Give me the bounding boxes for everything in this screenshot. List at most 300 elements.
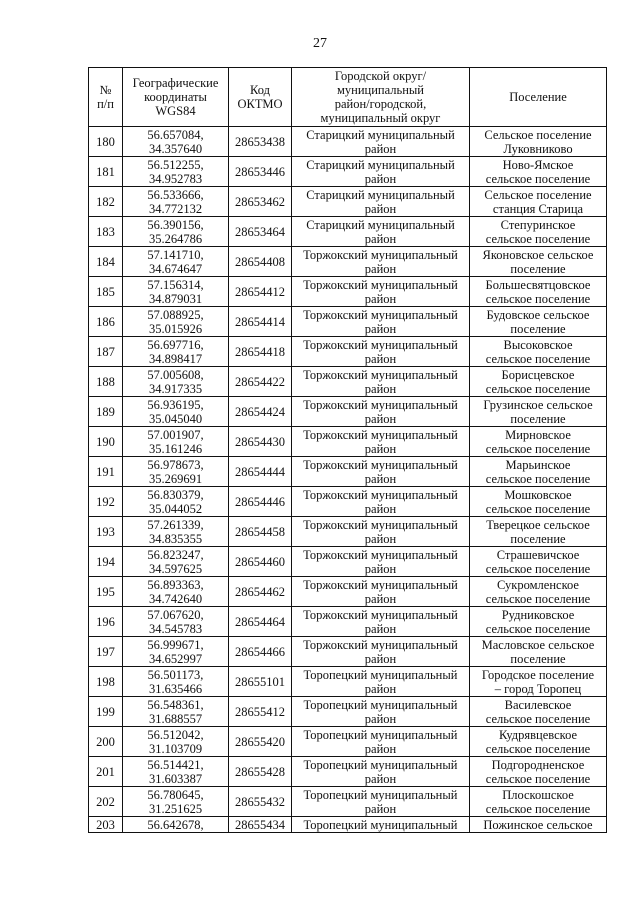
cell-line: район xyxy=(364,621,397,636)
cell-line: сельское поселение xyxy=(485,441,591,456)
cell-line: 57.067620, xyxy=(147,607,204,622)
row-number-cell: 186 xyxy=(89,307,123,337)
cell-line: Старицкий муниципальный xyxy=(306,217,455,232)
cell-line: 34.898417 xyxy=(148,351,203,366)
district-cell xyxy=(292,547,470,577)
cell-line: Степуринское xyxy=(500,217,576,232)
row-number-cell: 181 xyxy=(89,157,123,187)
header-line: п/п xyxy=(97,97,114,111)
oktmo-cell: 28654430 xyxy=(229,427,292,457)
cell-line: район xyxy=(364,441,397,456)
cell-line: сельское поселение xyxy=(485,351,591,366)
oktmo-cell: 28655428 xyxy=(229,757,292,787)
district-cell xyxy=(292,157,470,187)
cell-line: 56.823247, xyxy=(147,547,204,562)
cell-line: 56.512255, xyxy=(147,157,204,172)
cell-line: сельское поселение xyxy=(485,801,591,816)
cell-line: Торжокский муниципальный xyxy=(303,517,458,532)
coordinates-cell xyxy=(123,427,229,457)
cell-line: Торжокский муниципальный xyxy=(303,607,458,622)
cell-line: район xyxy=(364,171,397,186)
cell-line: сельское поселение xyxy=(485,171,591,186)
coordinates-cell xyxy=(123,367,229,397)
cell-line: 34.357640 xyxy=(148,141,203,156)
header-line: координаты xyxy=(144,90,207,104)
settlement-cell xyxy=(470,247,607,277)
oktmo-cell: 28654466 xyxy=(229,637,292,667)
cell-line: район xyxy=(364,321,397,336)
oktmo-cell: 28653464 xyxy=(229,217,292,247)
cell-line: Торжокский муниципальный xyxy=(303,637,458,652)
cell-line: Торжокский муниципальный xyxy=(303,397,458,412)
cell-line: район xyxy=(364,651,397,666)
cell-line: Тверецкое сельское xyxy=(486,517,590,532)
row-number-cell: 187 xyxy=(89,337,123,367)
cell-line: Торжокский муниципальный xyxy=(303,547,458,562)
row-number-cell: 199 xyxy=(89,697,123,727)
row-number-cell: 191 xyxy=(89,457,123,487)
cell-line: Старицкий муниципальный xyxy=(306,187,455,202)
table-row xyxy=(89,337,607,367)
coordinates-cell xyxy=(123,487,229,517)
table-row xyxy=(89,367,607,397)
row-number-cell: 185 xyxy=(89,277,123,307)
settlement-cell xyxy=(470,187,607,217)
oktmo-cell: 28653438 xyxy=(229,127,292,157)
cell-line: 34.742640 xyxy=(148,591,203,606)
cell-line: 57.005608, xyxy=(147,367,204,382)
cell-line: 34.879031 xyxy=(148,291,203,306)
table-body xyxy=(89,127,607,833)
cell-line: 56.501173, xyxy=(147,667,204,682)
row-number-cell: 188 xyxy=(89,367,123,397)
cell-line: 34.835355 xyxy=(148,531,203,546)
cell-line: 56.780645, xyxy=(147,787,204,802)
settlement-cell xyxy=(470,727,607,757)
table-header-row xyxy=(89,68,607,127)
district-cell xyxy=(292,727,470,757)
coordinates-cell xyxy=(123,757,229,787)
cell-line: 56.978673, xyxy=(147,457,204,472)
settlement-cell xyxy=(470,337,607,367)
cell-line: Мошковское xyxy=(504,487,572,502)
settlement-cell xyxy=(470,817,607,833)
table-row xyxy=(89,517,607,547)
cell-line: Старицкий муниципальный xyxy=(306,127,455,142)
cell-line: Старицкий муниципальный xyxy=(306,157,455,172)
cell-line: район xyxy=(364,741,397,756)
cell-line: район xyxy=(364,231,397,246)
coordinates-cell xyxy=(123,727,229,757)
table-row xyxy=(89,787,607,817)
row-number-cell: 184 xyxy=(89,247,123,277)
cell-line: район xyxy=(364,291,397,306)
coordinates-cell xyxy=(123,457,229,487)
cell-line: район xyxy=(364,471,397,486)
cell-line: 34.772132 xyxy=(148,201,203,216)
cell-line: сельское поселение xyxy=(485,771,591,786)
cell-line: Сельское поселение xyxy=(484,187,592,202)
settlement-cell xyxy=(470,127,607,157)
cell-line: станция Старица xyxy=(492,201,584,216)
settlement-cell xyxy=(470,637,607,667)
settlement-cell xyxy=(470,397,607,427)
header-oktmo xyxy=(229,68,292,127)
settlement-cell xyxy=(470,577,607,607)
cell-line: Василевское xyxy=(504,697,572,712)
row-number-cell: 189 xyxy=(89,397,123,427)
settlement-cell xyxy=(470,547,607,577)
cell-line: Торжокский муниципальный xyxy=(303,337,458,352)
district-cell xyxy=(292,817,470,833)
settlement-cell xyxy=(470,277,607,307)
district-cell xyxy=(292,187,470,217)
table-row xyxy=(89,577,607,607)
cell-line: 56.548361, xyxy=(147,697,204,712)
cell-line: Большесвятцовское xyxy=(485,277,591,292)
district-cell xyxy=(292,697,470,727)
coordinates-cell xyxy=(123,127,229,157)
cell-line: Ново-Ямское xyxy=(502,157,574,172)
cell-line: 56.514421, xyxy=(147,757,204,772)
oktmo-cell: 28654418 xyxy=(229,337,292,367)
header-district xyxy=(292,68,470,127)
cell-line: район xyxy=(364,411,397,426)
coordinates-cell xyxy=(123,247,229,277)
table-row xyxy=(89,727,607,757)
settlement-cell xyxy=(470,487,607,517)
cell-line: Торжокский муниципальный xyxy=(303,487,458,502)
district-cell xyxy=(292,667,470,697)
header-line: муниципальный xyxy=(337,83,424,97)
row-number-cell: 202 xyxy=(89,787,123,817)
cell-line: Городское поселение xyxy=(481,667,595,682)
coordinates-cell xyxy=(123,607,229,637)
cell-line: 31.251625 xyxy=(148,801,203,816)
coordinates-cell xyxy=(123,217,229,247)
oktmo-cell: 28654424 xyxy=(229,397,292,427)
cell-line: Борисцевское xyxy=(501,367,575,382)
table-row xyxy=(89,397,607,427)
cell-line: сельское поселение xyxy=(485,621,591,636)
oktmo-cell: 28654412 xyxy=(229,277,292,307)
cell-line: 57.261339, xyxy=(147,517,204,532)
row-number-cell: 194 xyxy=(89,547,123,577)
settlement-cell xyxy=(470,697,607,727)
cell-line: Торопецкий муниципальный xyxy=(303,817,458,832)
header-line: Код xyxy=(250,83,270,97)
coordinates-cell xyxy=(123,307,229,337)
coordinates-cell xyxy=(123,817,229,833)
cell-line: район xyxy=(364,351,397,366)
cell-line: 57.141710, xyxy=(147,247,204,262)
district-cell xyxy=(292,457,470,487)
district-cell xyxy=(292,277,470,307)
coordinates-cell xyxy=(123,157,229,187)
cell-line: 34.674647 xyxy=(148,261,203,276)
oktmo-cell: 28654458 xyxy=(229,517,292,547)
district-cell xyxy=(292,247,470,277)
cell-line: 34.545783 xyxy=(148,621,203,636)
cell-line: 31.688557 xyxy=(148,711,203,726)
oktmo-cell: 28654408 xyxy=(229,247,292,277)
cell-line: 56.642678, xyxy=(147,817,204,832)
row-number-cell: 195 xyxy=(89,577,123,607)
cell-line: 31.103709 xyxy=(148,741,203,756)
cell-line: 35.015926 xyxy=(148,321,203,336)
settlement-cell xyxy=(470,307,607,337)
district-cell xyxy=(292,217,470,247)
cell-line: район xyxy=(364,801,397,816)
coordinates-cell xyxy=(123,637,229,667)
oktmo-cell: 28653446 xyxy=(229,157,292,187)
cell-line: Торжокский муниципальный xyxy=(303,457,458,472)
page-number: 27 xyxy=(313,36,327,51)
cell-line: поселение xyxy=(510,651,566,666)
cell-line: Страшевичское xyxy=(496,547,580,562)
table-row xyxy=(89,817,607,833)
table-row xyxy=(89,277,607,307)
table-row xyxy=(89,127,607,157)
row-number-cell: 200 xyxy=(89,727,123,757)
oktmo-cell: 28655432 xyxy=(229,787,292,817)
coordinates-cell xyxy=(123,517,229,547)
district-cell xyxy=(292,367,470,397)
cell-line: сельское поселение xyxy=(485,381,591,396)
oktmo-cell: 28655101 xyxy=(229,667,292,697)
table-row xyxy=(89,247,607,277)
cell-line: 35.161246 xyxy=(148,441,203,456)
settlement-cell xyxy=(470,367,607,397)
table-row xyxy=(89,697,607,727)
settlement-cell xyxy=(470,457,607,487)
coordinates-cell xyxy=(123,337,229,367)
table-row xyxy=(89,157,607,187)
settlement-cell xyxy=(470,217,607,247)
header-number xyxy=(89,68,123,127)
row-number-cell: 198 xyxy=(89,667,123,697)
cell-line: 56.697716, xyxy=(147,337,204,352)
cell-line: Высоковское xyxy=(503,337,573,352)
row-number-cell: 183 xyxy=(89,217,123,247)
table-row xyxy=(89,487,607,517)
table-row xyxy=(89,457,607,487)
settlement-cell xyxy=(470,517,607,547)
district-cell xyxy=(292,427,470,457)
district-cell xyxy=(292,637,470,667)
cell-line: район xyxy=(364,561,397,576)
header-line: № xyxy=(99,83,112,97)
row-number-cell: 190 xyxy=(89,427,123,457)
cell-line: 56.893363, xyxy=(147,577,204,592)
row-number-cell: 201 xyxy=(89,757,123,787)
cell-line: Торжокский муниципальный xyxy=(303,247,458,262)
table-row xyxy=(89,637,607,667)
settlement-cell xyxy=(470,607,607,637)
cell-line: 34.917335 xyxy=(148,381,203,396)
cell-line: 31.635466 xyxy=(148,681,203,696)
header-line: Географические xyxy=(132,76,219,90)
cell-line: Торопецкий муниципальный xyxy=(303,667,458,682)
cell-line: 31.603387 xyxy=(148,771,203,786)
cell-line: 57.088925, xyxy=(147,307,204,322)
cell-line: сельское поселение xyxy=(485,501,591,516)
cell-line: район xyxy=(364,711,397,726)
cell-line: Торопецкий муниципальный xyxy=(303,727,458,742)
cell-line: сельское поселение xyxy=(485,471,591,486)
district-cell xyxy=(292,337,470,367)
district-cell xyxy=(292,757,470,787)
cell-line: район xyxy=(364,591,397,606)
table-row xyxy=(89,187,607,217)
settlement-cell xyxy=(470,667,607,697)
cell-line: 35.264786 xyxy=(148,231,203,246)
district-cell xyxy=(292,487,470,517)
oktmo-cell: 28654414 xyxy=(229,307,292,337)
header-line: ОКТМО xyxy=(237,97,283,111)
cell-line: 56.830379, xyxy=(147,487,204,502)
cell-line: поселение xyxy=(510,261,566,276)
table-row xyxy=(89,547,607,577)
row-number-cell: 192 xyxy=(89,487,123,517)
cell-line: 56.512042, xyxy=(147,727,204,742)
cell-line: 35.045040 xyxy=(148,411,203,426)
cell-line: Марьинское xyxy=(505,457,571,472)
cell-line: Торжокский муниципальный xyxy=(303,367,458,382)
oktmo-cell: 28654464 xyxy=(229,607,292,637)
row-number-cell: 182 xyxy=(89,187,123,217)
coordinates-cell xyxy=(123,577,229,607)
cell-line: Торжокский муниципальный xyxy=(303,277,458,292)
cell-line: Торжокский муниципальный xyxy=(303,307,458,322)
cell-line: – город Торопец xyxy=(494,681,582,696)
cell-line: Подгородненское xyxy=(491,757,585,772)
header-line: Городской округ/ xyxy=(334,69,427,83)
cell-line: Яконовское сельское xyxy=(482,247,594,262)
coordinates-cell xyxy=(123,547,229,577)
row-number-cell: 193 xyxy=(89,517,123,547)
oktmo-cell: 28654444 xyxy=(229,457,292,487)
coordinates-cell xyxy=(123,277,229,307)
cell-line: сельское поселение xyxy=(485,231,591,246)
cell-line: 57.001907, xyxy=(147,427,204,442)
cell-line: сельское поселение xyxy=(485,591,591,606)
cell-line: Торопецкий муниципальный xyxy=(303,787,458,802)
cell-line: 56.390156, xyxy=(147,217,204,232)
district-cell xyxy=(292,397,470,427)
coordinates-cell xyxy=(123,187,229,217)
oktmo-cell: 28655420 xyxy=(229,727,292,757)
cell-line: Рудниковское xyxy=(501,607,575,622)
settlement-cell xyxy=(470,427,607,457)
cell-line: Грузинское сельское xyxy=(483,397,593,412)
cell-line: 57.156314, xyxy=(147,277,204,292)
table-row xyxy=(89,607,607,637)
cell-line: Плоскошское xyxy=(502,787,574,802)
table-row xyxy=(89,757,607,787)
cell-line: Луковниково xyxy=(503,141,573,156)
cell-line: 56.936195, xyxy=(147,397,204,412)
settlement-cell xyxy=(470,757,607,787)
table-row xyxy=(89,217,607,247)
cell-line: 35.044052 xyxy=(148,501,203,516)
cell-line: 34.652997 xyxy=(148,651,203,666)
district-cell xyxy=(292,787,470,817)
oktmo-cell: 28655412 xyxy=(229,697,292,727)
settlements-table xyxy=(88,67,607,833)
district-cell xyxy=(292,607,470,637)
coordinates-cell xyxy=(123,787,229,817)
table-row xyxy=(89,427,607,457)
oktmo-cell: 28655434 xyxy=(229,817,292,833)
header-line: район/городской, xyxy=(334,97,427,111)
cell-line: Торопецкий муниципальный xyxy=(303,697,458,712)
cell-line: поселение xyxy=(510,321,566,336)
cell-line: район xyxy=(364,381,397,396)
row-number-cell: 203 xyxy=(89,817,123,833)
header-line: WGS84 xyxy=(155,104,196,118)
cell-line: сельское поселение xyxy=(485,561,591,576)
cell-line: район xyxy=(364,771,397,786)
cell-line: Сукромленское xyxy=(497,577,579,592)
coordinates-cell xyxy=(123,697,229,727)
cell-line: Сельское поселение xyxy=(484,127,592,142)
cell-line: сельское поселение xyxy=(485,741,591,756)
district-cell xyxy=(292,307,470,337)
oktmo-cell: 28654422 xyxy=(229,367,292,397)
oktmo-cell: 28654446 xyxy=(229,487,292,517)
row-number-cell: 180 xyxy=(89,127,123,157)
district-cell xyxy=(292,127,470,157)
row-number-cell: 197 xyxy=(89,637,123,667)
cell-line: Торжокский муниципальный xyxy=(303,427,458,442)
cell-line: 34.597625 xyxy=(148,561,203,576)
header-line: муниципальный округ xyxy=(320,111,441,125)
cell-line: 56.657084, xyxy=(147,127,204,142)
header-settlement xyxy=(470,68,607,127)
oktmo-cell: 28653462 xyxy=(229,187,292,217)
oktmo-cell: 28654462 xyxy=(229,577,292,607)
cell-line: поселение xyxy=(510,411,566,426)
cell-line: 34.952783 xyxy=(148,171,203,186)
cell-line: Торжокский муниципальный xyxy=(303,577,458,592)
cell-line: район xyxy=(364,681,397,696)
district-cell xyxy=(292,517,470,547)
settlement-cell xyxy=(470,787,607,817)
cell-line: район xyxy=(364,501,397,516)
district-cell xyxy=(292,577,470,607)
coordinates-cell xyxy=(123,667,229,697)
cell-line: поселение xyxy=(510,531,566,546)
cell-line: Мирновское xyxy=(505,427,571,442)
coordinates-cell xyxy=(123,397,229,427)
header-coordinates xyxy=(123,68,229,127)
cell-line: 35.269691 xyxy=(148,471,203,486)
header-line: Поселение xyxy=(509,90,567,104)
cell-line: 56.533666, xyxy=(147,187,204,202)
table-row xyxy=(89,307,607,337)
cell-line: район xyxy=(364,261,397,276)
cell-line: район xyxy=(364,531,397,546)
cell-line: Кудрявцевское xyxy=(498,727,578,742)
cell-line: 56.999671, xyxy=(147,637,204,652)
table-row xyxy=(89,667,607,697)
oktmo-cell: 28654460 xyxy=(229,547,292,577)
cell-line: район xyxy=(364,141,397,156)
cell-line: Будовское сельское xyxy=(486,307,590,322)
cell-line: район xyxy=(364,201,397,216)
cell-line: Пожинское сельское xyxy=(483,817,593,832)
